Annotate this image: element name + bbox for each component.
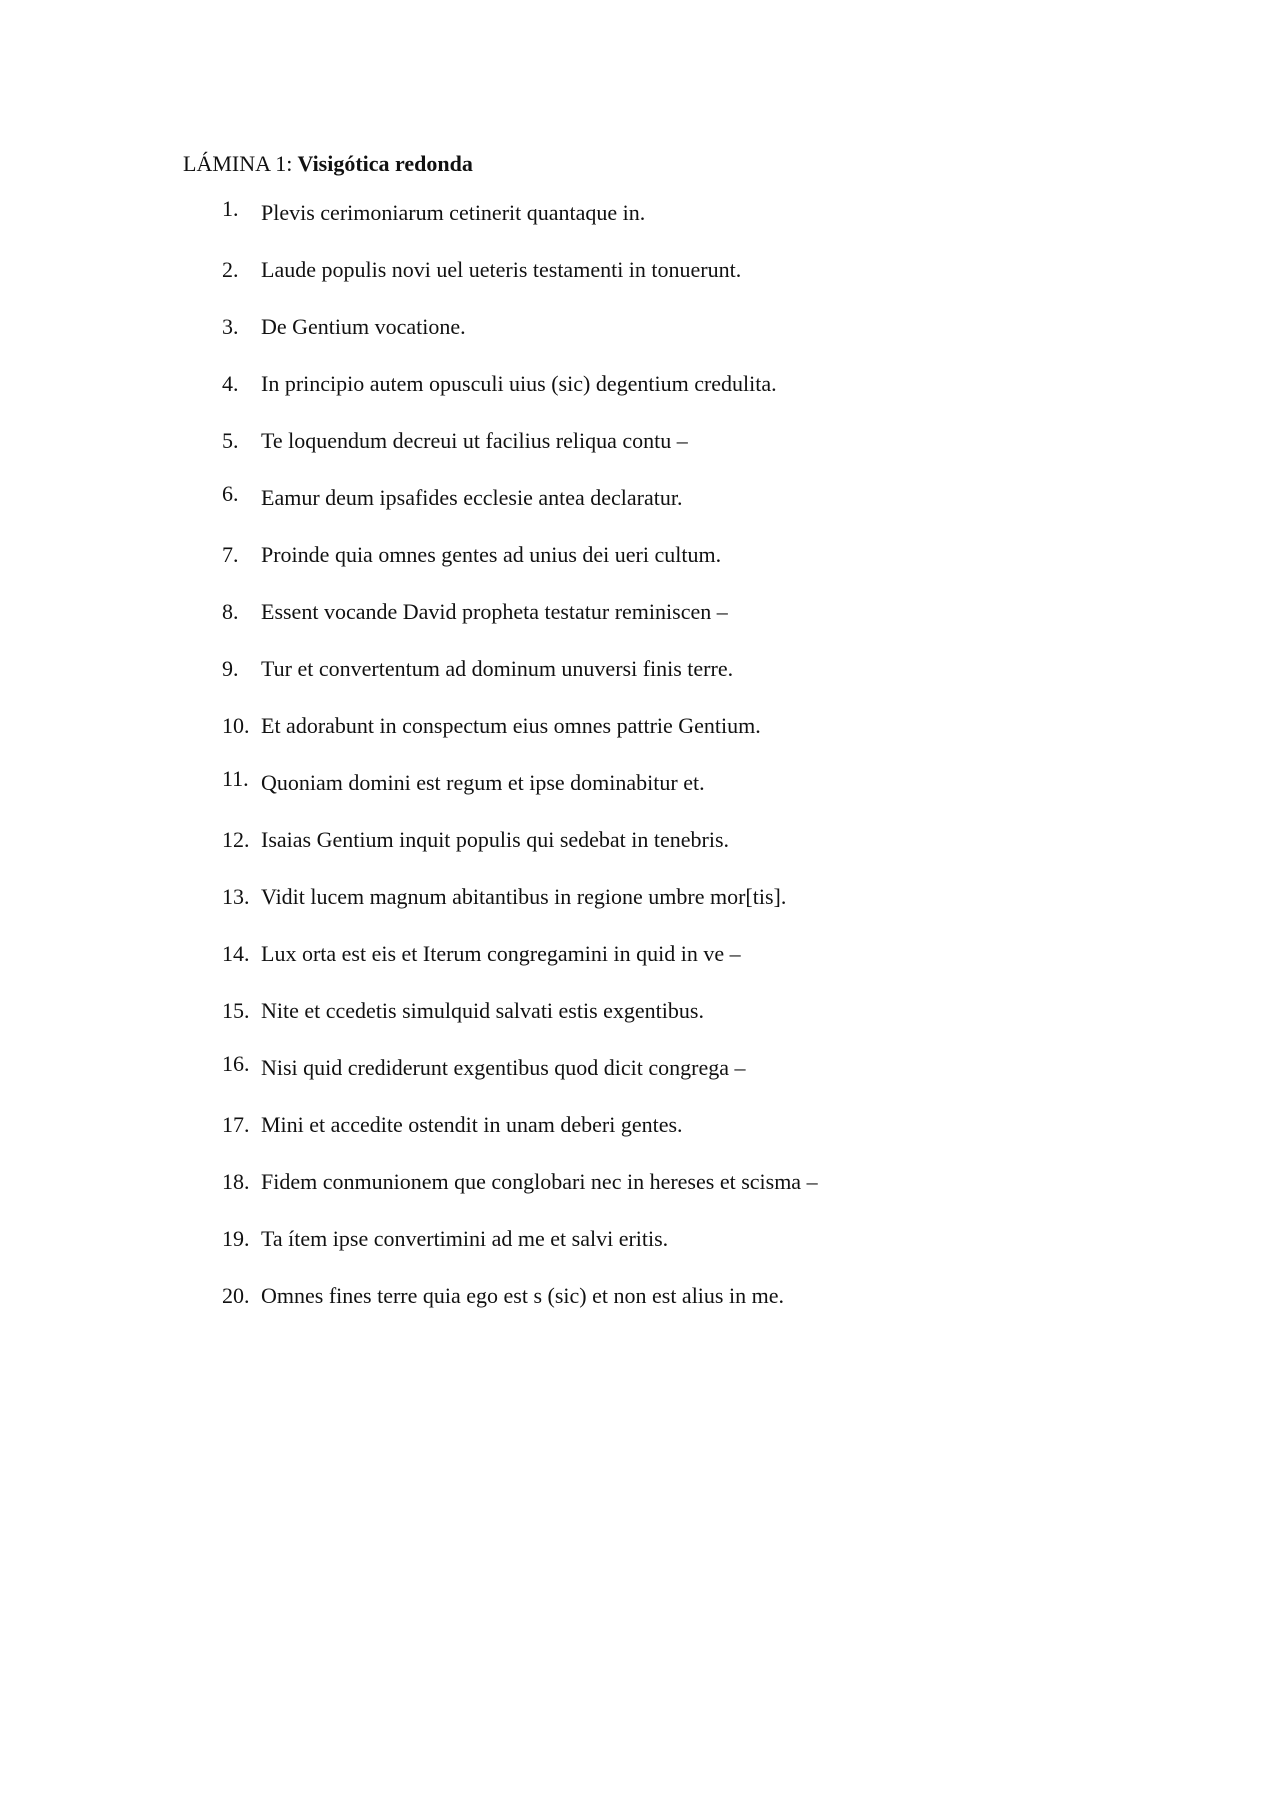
list-item xyxy=(222,883,818,940)
list-item xyxy=(222,712,818,769)
item-text: Ta ítem ipse convertimini ad me et salvi eritis. xyxy=(261,1226,669,1251)
item-number: 18. xyxy=(222,1169,250,1194)
list-item xyxy=(222,826,818,883)
list-item xyxy=(222,1111,818,1168)
list-item xyxy=(222,598,818,655)
item-number: 3. xyxy=(222,314,239,339)
list-item xyxy=(222,313,818,370)
item-text: Laude populis novi uel ueteris testamenti in tonuerunt. xyxy=(261,257,742,282)
list-item xyxy=(222,655,818,712)
item-number: 4. xyxy=(222,371,239,396)
item-number: 16. xyxy=(222,1051,250,1076)
list-item xyxy=(222,427,818,484)
item-number: 10. xyxy=(222,713,250,738)
item-text: Mini et accedite ostendit in unam deberi gentes. xyxy=(261,1112,683,1137)
item-text: Tur et convertentum ad dominum unuversi finis terre. xyxy=(261,656,734,681)
item-text: Vidit lucem magnum abitantibus in regione umbre mor[tis]. xyxy=(261,884,787,909)
item-number: 6. xyxy=(222,481,239,506)
item-text: Proinde quia omnes gentes ad unius dei ueri cultum. xyxy=(261,542,722,567)
list-item xyxy=(222,1282,818,1339)
list-item xyxy=(222,1225,818,1282)
item-text: Plevis cerimoniarum cetinerit quantaque in. xyxy=(261,200,646,225)
list-item xyxy=(222,766,818,826)
item-number: 7. xyxy=(222,542,239,567)
title-prefix: LÁMINA 1: xyxy=(183,151,293,176)
item-number: 2. xyxy=(222,257,239,282)
list-item xyxy=(222,940,818,997)
numbered-list xyxy=(222,196,818,1339)
list-item xyxy=(222,541,818,598)
item-text: Et adorabunt in conspectum eius omnes pattrie Gentium. xyxy=(261,713,761,738)
item-text: Te loquendum decreui ut facilius reliqua contu – xyxy=(261,428,688,453)
item-number: 5. xyxy=(222,428,239,453)
list-item xyxy=(222,1051,818,1111)
item-number: 8. xyxy=(222,599,239,624)
item-text: Essent vocande David propheta testatur reminiscen – xyxy=(261,599,728,624)
list-item xyxy=(222,196,818,256)
item-text: Omnes fines terre quia ego est s (sic) et non est alius in me. xyxy=(261,1283,784,1308)
item-text: Lux orta est eis et Iterum congregamini in quid in ve – xyxy=(261,941,741,966)
list-item xyxy=(222,997,818,1054)
item-text: De Gentium vocatione. xyxy=(261,314,466,339)
item-text: Nite et ccedetis simulquid salvati estis exgentibus. xyxy=(261,998,704,1023)
list-item xyxy=(222,1168,818,1225)
item-text: Eamur deum ipsafides ecclesie antea declaratur. xyxy=(261,485,683,510)
item-text: Fidem conmunionem que conglobari nec in hereses et scisma – xyxy=(261,1169,818,1194)
item-number: 9. xyxy=(222,656,239,681)
title-main: Visigótica redonda xyxy=(292,151,473,176)
item-number: 12. xyxy=(222,827,250,852)
item-text: Nisi quid crediderunt exgentibus quod dicit congrega – xyxy=(261,1055,746,1080)
item-text: Isaias Gentium inquit populis qui sedebat in tenebris. xyxy=(261,827,730,852)
list-item xyxy=(222,256,818,313)
item-number: 19. xyxy=(222,1226,250,1251)
item-text: In principio autem opusculi uius (sic) degentium credulita. xyxy=(261,371,777,396)
item-number: 17. xyxy=(222,1112,250,1137)
item-number: 15. xyxy=(222,998,250,1023)
list-item xyxy=(222,481,818,541)
page-title xyxy=(183,150,473,178)
list-item xyxy=(222,370,818,427)
item-number: 1. xyxy=(222,196,239,221)
item-number: 13. xyxy=(222,884,250,909)
item-number: 14. xyxy=(222,941,250,966)
item-text: Quoniam domini est regum et ipse dominabitur et. xyxy=(261,770,705,795)
item-number: 20. xyxy=(222,1283,250,1308)
item-number: 11. xyxy=(222,766,249,791)
